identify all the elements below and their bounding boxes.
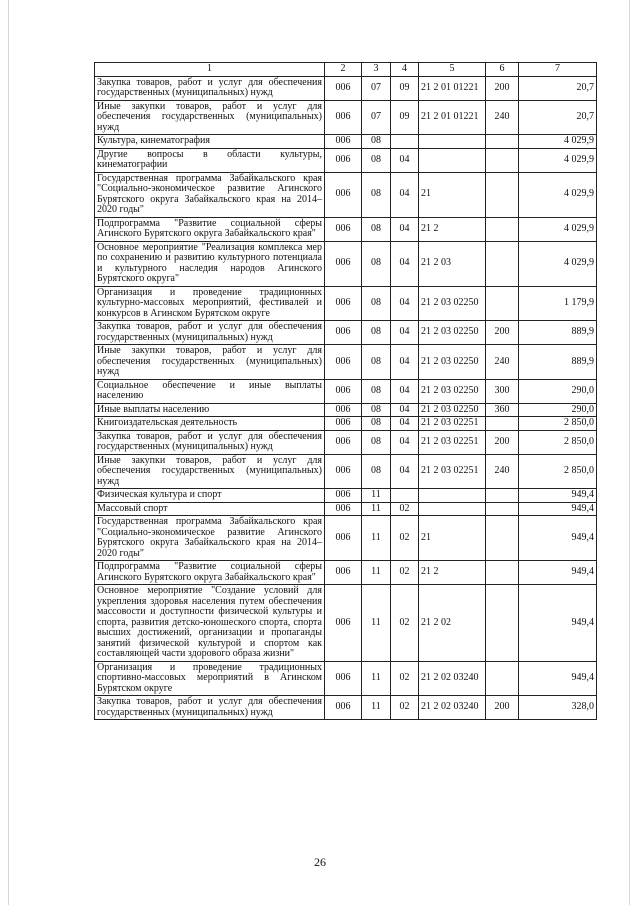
row-target-article: 21 2 03 02250 bbox=[419, 345, 486, 380]
table-row bbox=[95, 135, 597, 149]
table-row bbox=[95, 516, 597, 561]
row-section: 08 bbox=[362, 241, 391, 286]
row-target-article: 21 2 03 02250 bbox=[419, 403, 486, 417]
row-amount: 889,9 bbox=[519, 345, 597, 380]
table-row bbox=[95, 454, 597, 489]
row-name: Подпрограмма "Развитие социальной сферы Агинского Бурятского округа Забайкальского края" bbox=[95, 217, 325, 241]
row-section: 08 bbox=[362, 345, 391, 380]
row-subsection: 02 bbox=[391, 585, 419, 662]
scan-edge-right bbox=[629, 0, 630, 905]
row-name: Организация и проведение традиционных спортивно-массовых мероприятий в Агинском Бурятском округе bbox=[95, 661, 325, 696]
row-subsection: 04 bbox=[391, 430, 419, 454]
row-admin-code: 006 bbox=[325, 76, 362, 100]
row-admin-code: 006 bbox=[325, 502, 362, 516]
row-amount: 290,0 bbox=[519, 379, 597, 403]
table-row bbox=[95, 502, 597, 516]
row-target-article bbox=[419, 148, 486, 172]
row-name: Закупка товаров, работ и услуг для обеспечения государственных (муниципальных) нужд bbox=[95, 696, 325, 720]
row-name: Основное мероприятие "Создание условий для укрепления здоровья населения путем обеспечения массовости и доступности физической культуры и спорта, развития детско-юношеского спорта, спорта высших достижений, организации и пропаганды занятий физической культурой и спортом как составляющей части здорового образа жизни" bbox=[95, 585, 325, 662]
row-section: 08 bbox=[362, 417, 391, 431]
row-admin-code: 006 bbox=[325, 241, 362, 286]
row-amount: 4 029,9 bbox=[519, 148, 597, 172]
header-col-1: 1 bbox=[95, 63, 325, 77]
row-subsection bbox=[391, 489, 419, 503]
row-expense-type bbox=[486, 217, 519, 241]
table-row bbox=[95, 286, 597, 321]
row-amount: 4 029,9 bbox=[519, 217, 597, 241]
row-name: Культура, кинематография bbox=[95, 135, 325, 149]
row-subsection: 04 bbox=[391, 148, 419, 172]
row-expense-type bbox=[486, 172, 519, 217]
row-target-article: 21 bbox=[419, 172, 486, 217]
budget-table bbox=[94, 62, 597, 720]
row-section: 07 bbox=[362, 100, 391, 135]
row-expense-type bbox=[486, 585, 519, 662]
row-name: Иные выплаты населению bbox=[95, 403, 325, 417]
row-admin-code: 006 bbox=[325, 417, 362, 431]
table-row bbox=[95, 321, 597, 345]
row-section: 11 bbox=[362, 516, 391, 561]
row-expense-type bbox=[486, 135, 519, 149]
row-subsection: 04 bbox=[391, 286, 419, 321]
row-expense-type: 240 bbox=[486, 345, 519, 380]
row-name: Массовый спорт bbox=[95, 502, 325, 516]
table-row bbox=[95, 379, 597, 403]
row-name: Закупка товаров, работ и услуг для обеспечения государственных (муниципальных) нужд bbox=[95, 76, 325, 100]
row-admin-code: 006 bbox=[325, 403, 362, 417]
row-target-article: 21 2 02 03240 bbox=[419, 661, 486, 696]
row-name: Подпрограмма "Развитие социальной сферы Агинского Бурятского округа Забайкальского края" bbox=[95, 561, 325, 585]
header-col-2: 2 bbox=[325, 63, 362, 77]
row-name: Социальное обеспечение и иные выплаты населению bbox=[95, 379, 325, 403]
row-amount: 20,7 bbox=[519, 76, 597, 100]
row-name: Книгоиздательская деятельность bbox=[95, 417, 325, 431]
row-section: 11 bbox=[362, 585, 391, 662]
row-section: 11 bbox=[362, 561, 391, 585]
header-col-7: 7 bbox=[519, 63, 597, 77]
row-subsection: 02 bbox=[391, 696, 419, 720]
row-subsection: 04 bbox=[391, 241, 419, 286]
row-expense-type: 200 bbox=[486, 696, 519, 720]
row-subsection: 09 bbox=[391, 100, 419, 135]
row-subsection: 02 bbox=[391, 502, 419, 516]
table-row bbox=[95, 345, 597, 380]
row-expense-type bbox=[486, 286, 519, 321]
row-section: 08 bbox=[362, 430, 391, 454]
table-row bbox=[95, 172, 597, 217]
table-row bbox=[95, 489, 597, 503]
row-subsection bbox=[391, 135, 419, 149]
row-expense-type: 240 bbox=[486, 454, 519, 489]
row-subsection: 04 bbox=[391, 417, 419, 431]
table-body bbox=[95, 76, 597, 720]
table-row bbox=[95, 76, 597, 100]
row-subsection: 02 bbox=[391, 516, 419, 561]
row-amount: 949,4 bbox=[519, 661, 597, 696]
table-row bbox=[95, 661, 597, 696]
row-amount: 949,4 bbox=[519, 489, 597, 503]
row-admin-code: 006 bbox=[325, 321, 362, 345]
row-subsection: 04 bbox=[391, 321, 419, 345]
row-expense-type bbox=[486, 417, 519, 431]
row-amount: 4 029,9 bbox=[519, 172, 597, 217]
row-amount: 2 850,0 bbox=[519, 430, 597, 454]
table-row bbox=[95, 585, 597, 662]
row-subsection: 04 bbox=[391, 217, 419, 241]
row-name: Иные закупки товаров, работ и услуг для обеспечения государственных (муниципальных) нужд bbox=[95, 100, 325, 135]
row-amount: 328,0 bbox=[519, 696, 597, 720]
row-target-article: 21 2 01 01221 bbox=[419, 76, 486, 100]
row-section: 08 bbox=[362, 321, 391, 345]
row-amount: 2 850,0 bbox=[519, 417, 597, 431]
row-amount: 1 179,9 bbox=[519, 286, 597, 321]
row-section: 08 bbox=[362, 403, 391, 417]
row-section: 11 bbox=[362, 696, 391, 720]
row-expense-type bbox=[486, 148, 519, 172]
row-name: Основное мероприятие "Реализация комплекса мер по сохранению и развитию культурного потенциала и культурного наследия народов Агинского Бурятского округа" bbox=[95, 241, 325, 286]
row-target-article: 21 2 02 bbox=[419, 585, 486, 662]
row-expense-type bbox=[486, 661, 519, 696]
row-section: 08 bbox=[362, 286, 391, 321]
row-name: Закупка товаров, работ и услуг для обеспечения государственных (муниципальных) нужд bbox=[95, 430, 325, 454]
row-amount: 949,4 bbox=[519, 502, 597, 516]
row-expense-type bbox=[486, 561, 519, 585]
row-section: 08 bbox=[362, 135, 391, 149]
row-admin-code: 006 bbox=[325, 172, 362, 217]
row-amount: 2 850,0 bbox=[519, 454, 597, 489]
row-subsection: 04 bbox=[391, 403, 419, 417]
row-name: Государственная программа Забайкальского края "Социально-экономическое развитие Агинского Бурятского округа Забайкальского края на 2014–2020 годы" bbox=[95, 172, 325, 217]
row-section: 08 bbox=[362, 454, 391, 489]
row-expense-type: 300 bbox=[486, 379, 519, 403]
row-name: Организация и проведение традиционных культурно-массовых мероприятий, фестивалей и конкурсов в Агинском Бурятском округе bbox=[95, 286, 325, 321]
row-admin-code: 006 bbox=[325, 217, 362, 241]
table-row bbox=[95, 403, 597, 417]
row-expense-type: 200 bbox=[486, 321, 519, 345]
row-target-article: 21 2 03 02250 bbox=[419, 321, 486, 345]
row-target-article: 21 2 02 03240 bbox=[419, 696, 486, 720]
row-target-article: 21 2 03 02250 bbox=[419, 379, 486, 403]
row-expense-type: 200 bbox=[486, 76, 519, 100]
row-section: 08 bbox=[362, 148, 391, 172]
row-expense-type: 200 bbox=[486, 430, 519, 454]
row-name: Физическая культура и спорт bbox=[95, 489, 325, 503]
row-subsection: 04 bbox=[391, 454, 419, 489]
table-row bbox=[95, 696, 597, 720]
row-expense-type bbox=[486, 241, 519, 286]
row-admin-code: 006 bbox=[325, 585, 362, 662]
row-section: 08 bbox=[362, 172, 391, 217]
table-row bbox=[95, 148, 597, 172]
table-header-row bbox=[95, 63, 597, 77]
row-expense-type bbox=[486, 489, 519, 503]
table-row bbox=[95, 417, 597, 431]
row-section: 08 bbox=[362, 217, 391, 241]
row-target-article bbox=[419, 489, 486, 503]
row-amount: 20,7 bbox=[519, 100, 597, 135]
row-amount: 4 029,9 bbox=[519, 241, 597, 286]
row-amount: 4 029,9 bbox=[519, 135, 597, 149]
row-admin-code: 006 bbox=[325, 489, 362, 503]
row-admin-code: 006 bbox=[325, 100, 362, 135]
row-target-article: 21 bbox=[419, 516, 486, 561]
row-name: Другие вопросы в области культуры, кинематографии bbox=[95, 148, 325, 172]
row-subsection: 09 bbox=[391, 76, 419, 100]
row-amount: 949,4 bbox=[519, 516, 597, 561]
row-admin-code: 006 bbox=[325, 345, 362, 380]
row-target-article bbox=[419, 502, 486, 516]
row-target-article: 21 2 bbox=[419, 561, 486, 585]
header-col-6: 6 bbox=[486, 63, 519, 77]
row-expense-type bbox=[486, 516, 519, 561]
row-target-article: 21 2 03 02251 bbox=[419, 430, 486, 454]
row-admin-code: 006 bbox=[325, 148, 362, 172]
row-subsection: 04 bbox=[391, 172, 419, 217]
row-target-article bbox=[419, 135, 486, 149]
row-section: 11 bbox=[362, 489, 391, 503]
row-name: Государственная программа Забайкальского края "Социально-экономическое развитие Агинского Бурятского округа Забайкальского края на 2014–2020 годы" bbox=[95, 516, 325, 561]
row-target-article: 21 2 03 bbox=[419, 241, 486, 286]
row-subsection: 02 bbox=[391, 661, 419, 696]
row-subsection: 04 bbox=[391, 379, 419, 403]
row-amount: 949,4 bbox=[519, 561, 597, 585]
row-section: 07 bbox=[362, 76, 391, 100]
row-section: 11 bbox=[362, 502, 391, 516]
row-name: Иные закупки товаров, работ и услуг для обеспечения государственных (муниципальных) нужд bbox=[95, 454, 325, 489]
row-admin-code: 006 bbox=[325, 516, 362, 561]
row-subsection: 02 bbox=[391, 561, 419, 585]
row-admin-code: 006 bbox=[325, 430, 362, 454]
row-subsection: 04 bbox=[391, 345, 419, 380]
header-col-5: 5 bbox=[419, 63, 486, 77]
header-col-4: 4 bbox=[391, 63, 419, 77]
table-row bbox=[95, 241, 597, 286]
row-target-article: 21 2 bbox=[419, 217, 486, 241]
row-name: Закупка товаров, работ и услуг для обеспечения государственных (муниципальных) нужд bbox=[95, 321, 325, 345]
row-admin-code: 006 bbox=[325, 454, 362, 489]
row-section: 08 bbox=[362, 379, 391, 403]
row-target-article: 21 2 03 02251 bbox=[419, 417, 486, 431]
row-admin-code: 006 bbox=[325, 561, 362, 585]
row-expense-type: 360 bbox=[486, 403, 519, 417]
table-row bbox=[95, 561, 597, 585]
row-expense-type bbox=[486, 502, 519, 516]
row-name: Иные закупки товаров, работ и услуг для обеспечения государственных (муниципальных) нужд bbox=[95, 345, 325, 380]
row-target-article: 21 2 03 02251 bbox=[419, 454, 486, 489]
page-number: 26 bbox=[314, 855, 326, 869]
row-admin-code: 006 bbox=[325, 135, 362, 149]
row-target-article: 21 2 03 02250 bbox=[419, 286, 486, 321]
row-amount: 949,4 bbox=[519, 585, 597, 662]
table-row bbox=[95, 430, 597, 454]
table-row bbox=[95, 217, 597, 241]
row-amount: 290,0 bbox=[519, 403, 597, 417]
row-admin-code: 006 bbox=[325, 286, 362, 321]
row-section: 11 bbox=[362, 661, 391, 696]
row-expense-type: 240 bbox=[486, 100, 519, 135]
table-row bbox=[95, 100, 597, 135]
row-amount: 889,9 bbox=[519, 321, 597, 345]
row-target-article: 21 2 01 01221 bbox=[419, 100, 486, 135]
row-admin-code: 006 bbox=[325, 379, 362, 403]
header-col-3: 3 bbox=[362, 63, 391, 77]
row-admin-code: 006 bbox=[325, 661, 362, 696]
row-admin-code: 006 bbox=[325, 696, 362, 720]
scan-edge-left bbox=[8, 0, 9, 905]
